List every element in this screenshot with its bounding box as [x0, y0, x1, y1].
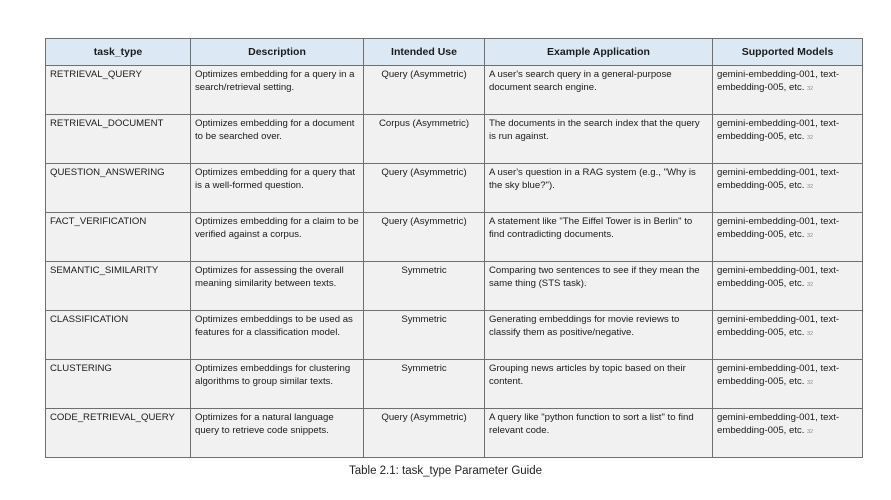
cell-supported-models [713, 115, 863, 164]
footnote-marker: 32 [807, 282, 814, 288]
table-header-row [46, 39, 863, 66]
cell-task-type: SEMANTIC_SIMILARITY [46, 262, 191, 311]
footnote-marker: 32 [807, 86, 814, 92]
cell-intended-use: Symmetric [364, 262, 485, 311]
cell-example-application: A query like "python function to sort a list" to find relevant code. [485, 409, 713, 458]
cell-description: Optimizes embedding for a query in a search/retrieval setting. [191, 66, 364, 115]
cell-description: Optimizes embedding for a document to be searched over. [191, 115, 364, 164]
cell-example-application: Grouping news articles by topic based on their content. [485, 360, 713, 409]
cell-supported-models [713, 164, 863, 213]
table-row [46, 164, 863, 213]
cell-task-type: CLASSIFICATION [46, 311, 191, 360]
column-header-task-type: task_type [46, 39, 191, 66]
cell-task-type: CLUSTERING [46, 360, 191, 409]
footnote-marker: 32 [807, 331, 814, 337]
column-header-supported-models: Supported Models [713, 39, 863, 66]
cell-task-type: CODE_RETRIEVAL_QUERY [46, 409, 191, 458]
column-header-example-application: Example Application [485, 39, 713, 66]
models-text: gemini-embedding-001, text-embedding-005, etc. [717, 216, 840, 240]
models-text: gemini-embedding-001, text-embedding-005, etc. [717, 69, 840, 93]
cell-example-application: Generating embeddings for movie reviews to classify them as positive/negative. [485, 311, 713, 360]
cell-example-application: A statement like "The Eiffel Tower is in Berlin" to find contradicting documents. [485, 213, 713, 262]
table-row [46, 409, 863, 458]
task-type-table-container [45, 38, 862, 458]
cell-example-application: Comparing two sentences to see if they mean the same thing (STS task). [485, 262, 713, 311]
cell-supported-models [713, 311, 863, 360]
cell-description: Optimizes embeddings for clustering algorithms to group similar texts. [191, 360, 364, 409]
column-header-intended-use: Intended Use [364, 39, 485, 66]
footnote-marker: 32 [807, 380, 814, 386]
footnote-marker: 32 [807, 429, 814, 435]
cell-example-application: A user's search query in a general-purpose document search engine. [485, 66, 713, 115]
cell-intended-use: Query (Asymmetric) [364, 213, 485, 262]
cell-description: Optimizes for a natural language query to retrieve code snippets. [191, 409, 364, 458]
cell-intended-use: Query (Asymmetric) [364, 409, 485, 458]
cell-intended-use: Corpus (Asymmetric) [364, 115, 485, 164]
table-row [46, 311, 863, 360]
cell-intended-use: Query (Asymmetric) [364, 66, 485, 115]
cell-intended-use: Symmetric [364, 311, 485, 360]
models-text: gemini-embedding-001, text-embedding-005, etc. [717, 118, 840, 142]
table-row [46, 262, 863, 311]
cell-supported-models [713, 213, 863, 262]
column-header-description: Description [191, 39, 364, 66]
cell-description: Optimizes embeddings to be used as features for a classification model. [191, 311, 364, 360]
models-text: gemini-embedding-001, text-embedding-005, etc. [717, 412, 840, 436]
table-row [46, 213, 863, 262]
cell-task-type: RETRIEVAL_QUERY [46, 66, 191, 115]
models-text: gemini-embedding-001, text-embedding-005, etc. [717, 265, 840, 289]
models-text: gemini-embedding-001, text-embedding-005, etc. [717, 314, 840, 338]
cell-description: Optimizes embedding for a claim to be verified against a corpus. [191, 213, 364, 262]
task-type-table [45, 38, 863, 458]
models-text: gemini-embedding-001, text-embedding-005, etc. [717, 363, 840, 387]
cell-supported-models [713, 409, 863, 458]
cell-supported-models [713, 66, 863, 115]
cell-supported-models [713, 262, 863, 311]
cell-example-application: The documents in the search index that the query is run against. [485, 115, 713, 164]
cell-task-type: QUESTION_ANSWERING [46, 164, 191, 213]
cell-description: Optimizes for assessing the overall meaning similarity between texts. [191, 262, 364, 311]
cell-task-type: FACT_VERIFICATION [46, 213, 191, 262]
cell-intended-use: Symmetric [364, 360, 485, 409]
cell-example-application: A user's question in a RAG system (e.g., "Why is the sky blue?"). [485, 164, 713, 213]
cell-description: Optimizes embedding for a query that is a well-formed question. [191, 164, 364, 213]
footnote-marker: 32 [807, 135, 814, 141]
table-row [46, 115, 863, 164]
footnote-marker: 32 [807, 184, 814, 190]
footnote-marker: 32 [807, 233, 814, 239]
table-row [46, 66, 863, 115]
cell-supported-models [713, 360, 863, 409]
table-row [46, 360, 863, 409]
cell-task-type: RETRIEVAL_DOCUMENT [46, 115, 191, 164]
models-text: gemini-embedding-001, text-embedding-005, etc. [717, 167, 840, 191]
table-caption: Table 2.1: task_type Parameter Guide [348, 465, 543, 477]
cell-intended-use: Query (Asymmetric) [364, 164, 485, 213]
